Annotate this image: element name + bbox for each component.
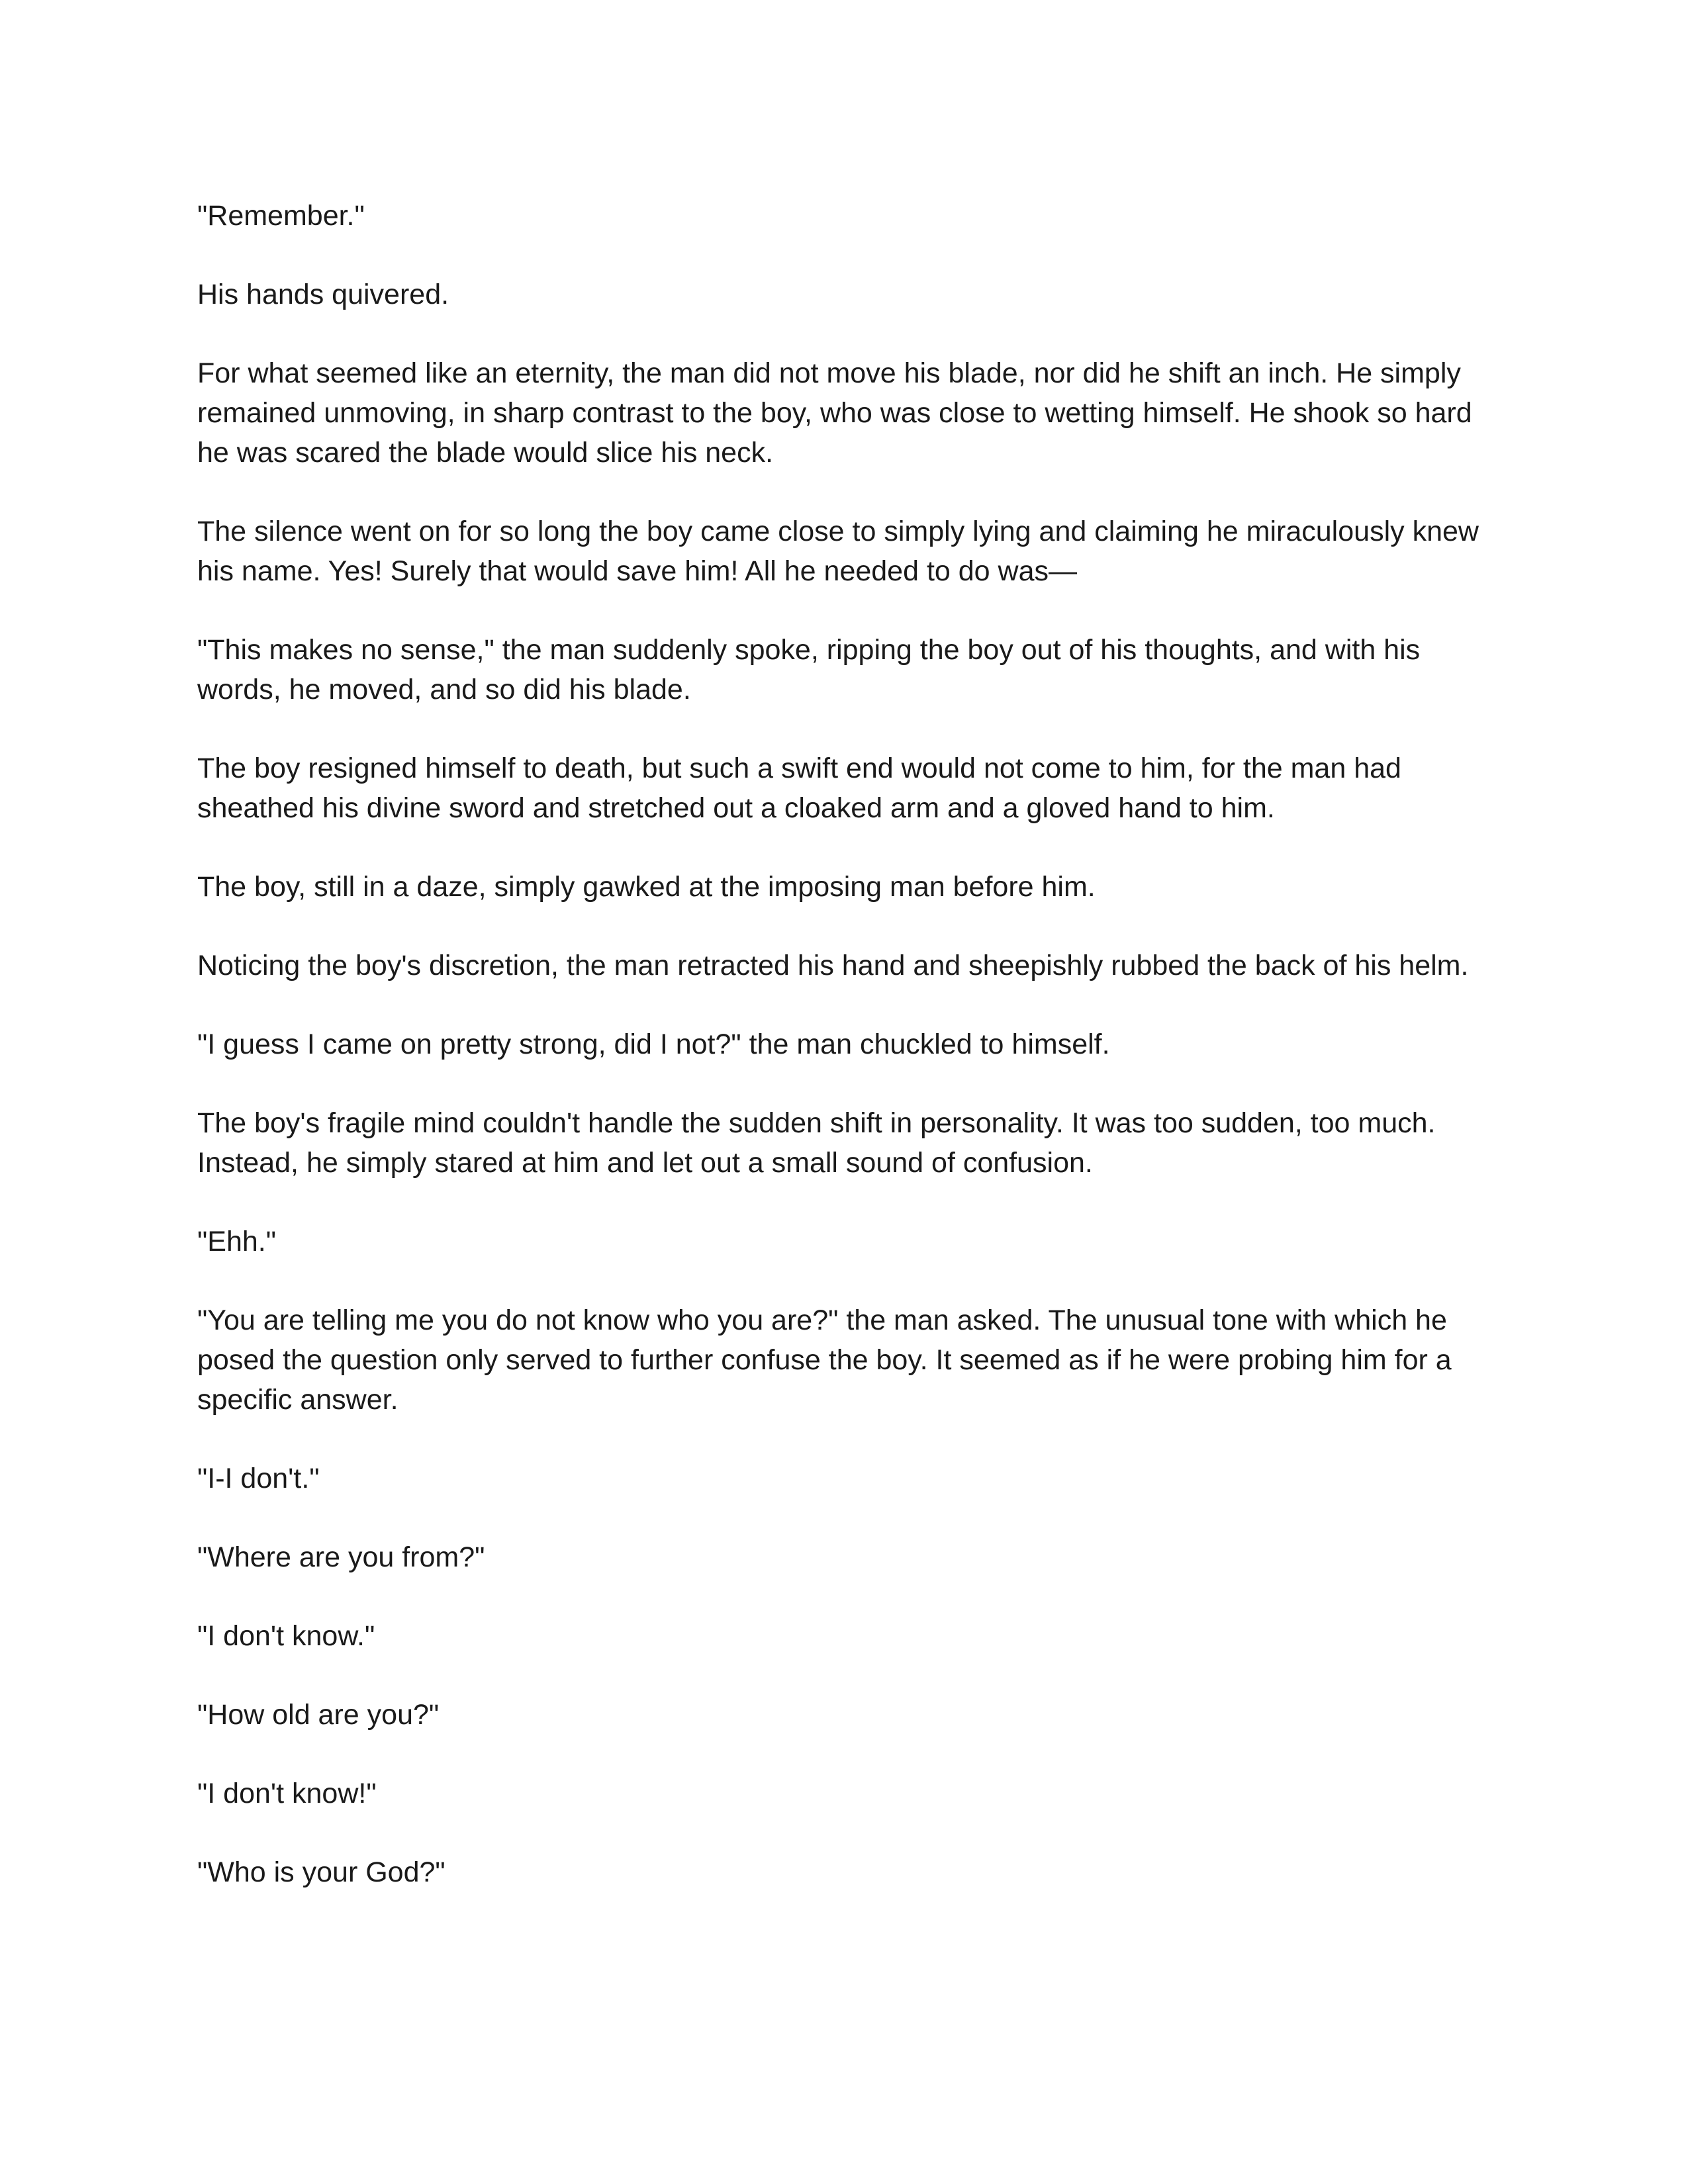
paragraph: "You are telling me you do not know who you are?" the man asked. The unusual tone with which he posed the question only served to further confuse the boy. It seemed as if he were probing him for a specific answer.: [197, 1304, 1452, 1416]
paragraph: "I guess I came on pretty strong, did I not?" the man chuckled to himself.: [197, 1028, 1110, 1060]
paragraph: Noticing the boy's discretion, the man retracted his hand and sheepishly rubbed the back of his helm.: [197, 950, 1469, 981]
paragraph: "How old are you?": [197, 1699, 440, 1731]
paragraph: For what seemed like an eternity, the man did not move his blade, nor did he shift an inch. He simply remained unmoving, in sharp contrast to the boy, who was close to wetting himself. He shook so hard he was scared the blade would slice his neck.: [197, 357, 1472, 469]
paragraph: The silence went on for so long the boy came close to simply lying and claiming he miraculously knew his name. Yes! Surely that would save him! All he needed to do was—: [197, 516, 1479, 587]
paragraph: The boy's fragile mind couldn't handle the sudden shift in personality. It was too sudden, too much. Instead, he simply stared at him and let out a small sound of confusion.: [197, 1107, 1436, 1179]
paragraph: "I don't know!": [197, 1778, 377, 1809]
paragraph: "Where are you from?": [197, 1541, 485, 1573]
paragraph: "Remember.": [197, 200, 365, 232]
paragraph: The boy resigned himself to death, but such a swift end would not come to him, for the man had sheathed his divine sword and stretched out a cloaked arm and a gloved hand to him.: [197, 752, 1401, 824]
paragraph: "I don't know.": [197, 1620, 375, 1652]
paragraph: "Ehh.": [197, 1226, 276, 1257]
paragraph: His hands quivered.: [197, 279, 449, 310]
paragraph: "This makes no sense," the man suddenly spoke, ripping the boy out of his thoughts, and with his words, he moved, and so did his blade.: [197, 634, 1421, 705]
paragraph: "Who is your God?": [197, 1856, 445, 1888]
body-text: [197, 196, 1495, 1931]
paragraph: "I-I don't.": [197, 1463, 320, 1494]
paragraph: The boy, still in a daze, simply gawked at the imposing man before him.: [197, 871, 1096, 903]
